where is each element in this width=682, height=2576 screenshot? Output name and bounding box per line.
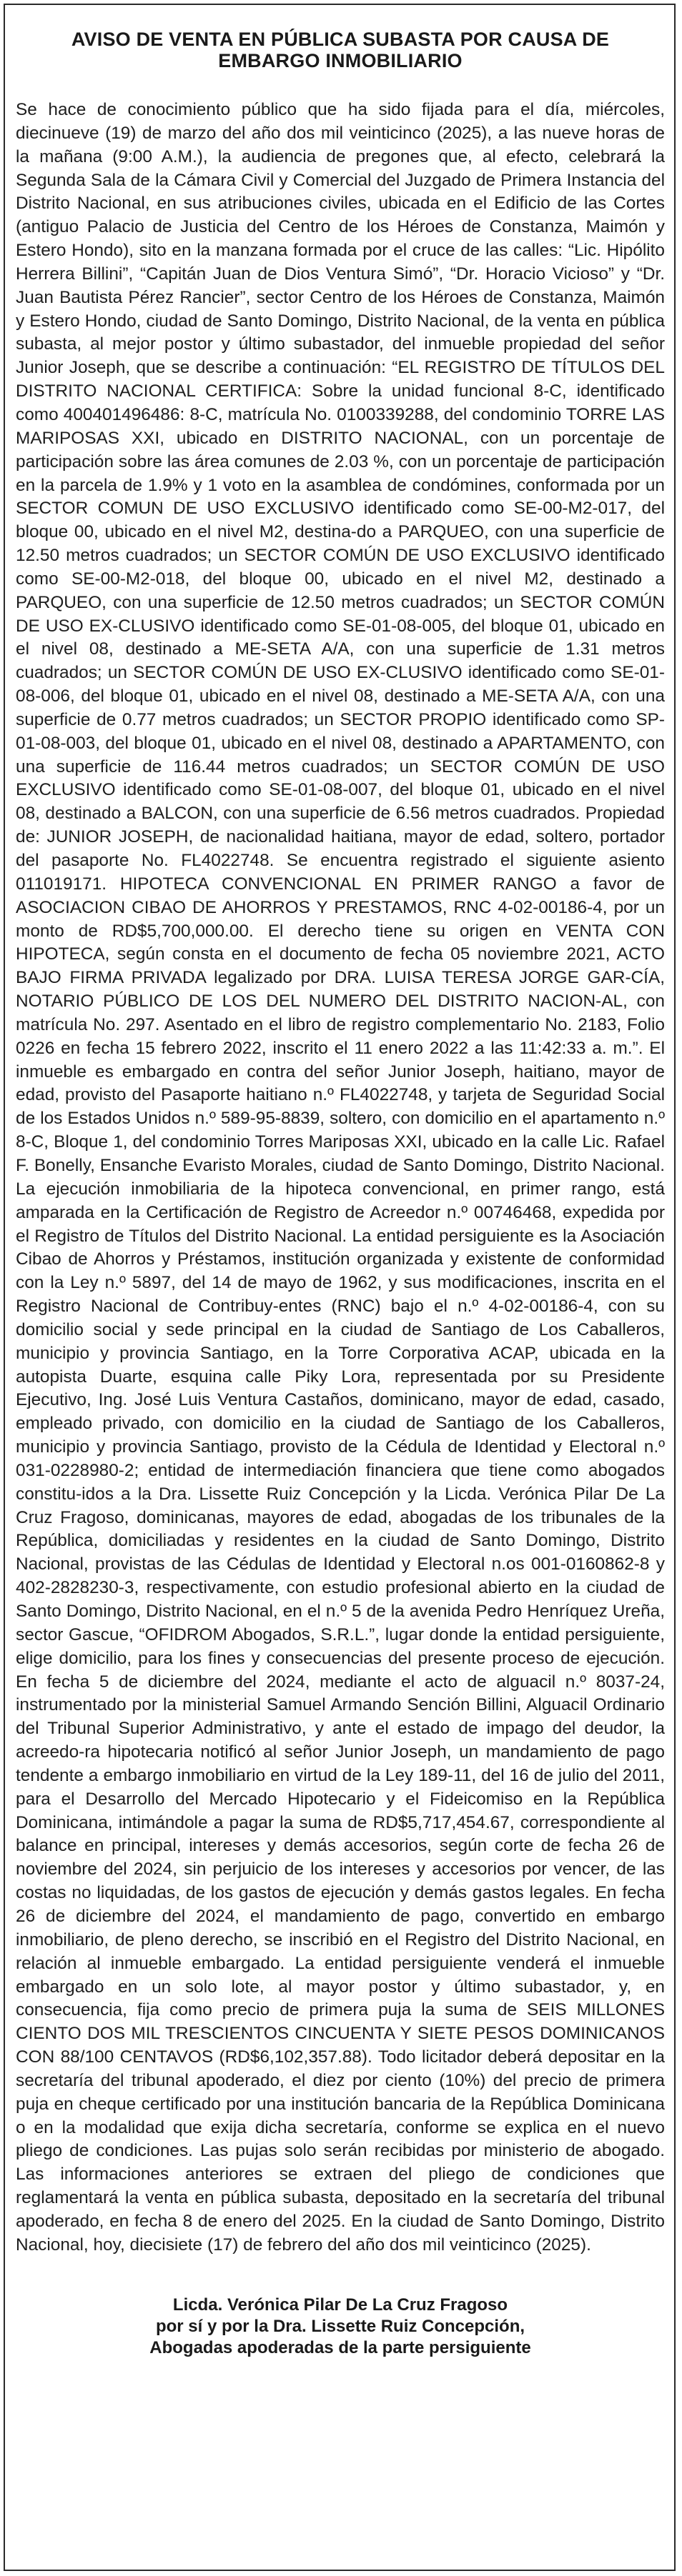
notice-body-text: Se hace de conocimiento público que ha sido fijada para el día, miércoles, diecinueve (19) de marzo del año dos mil veinticinco (2025), a las nueve horas de la mañana (9:00 A.M.), la audiencia de pregones que, al efecto, celebrará la Segunda Sala de la Cámara Civil y Comercial del Juzgado de Primera Instancia del Distrito Nacional, en sus atribuciones civiles, ubicada en el Edificio de las Cortes (antiguo Palacio de Justicia del Centro de los Héroes de Constanza, Maimón y Estero Hondo), sito en la manzana formada por el cruce de las calles: “Lic. Hipólito Herrera Billini”, “Capitán Juan de Dios Ventura Simó”, “Dr. Horacio Vicioso” y “Dr. Juan Bautista Pérez Rancier”, sector Centro de los Héroes de Constanza, Maimón y Estero Hondo, ciudad de Santo Domingo, Distrito Nacional, de la venta en pública subasta, al mejor postor y último subastador, del inmueble propiedad del señor Junior Joseph, que se describe a continuación: “EL REGISTRO DE TÍTULOS DEL DISTRITO NACIONAL CERTIFICA: Sobre la unidad funcional 8-C, identificado como 400401496486: 8-C, matrícula No. 0100339288, del condominio TORRE LAS MARIPOSAS XXI, ubicado en DISTRITO NACIONAL, con un porcentaje de participación sobre las área comunes de 2.03 %, con un porcentaje de participación en la parcela de 1.9% y 1 voto en la asamblea de condómines, conformada por un SECTOR COMUN DE USO EXCLUSIVO identificado como SE-00-M2-017, del bloque 00, ubicado en el nivel M2, destina-do a PARQUEO, con una superficie de 12.50 metros cuadrados; un SECTOR COMÚN DE USO EXCLUSIVO identificado como SE-00-M2-018, del bloque 00, ubicado en el nivel M2, destinado a PARQUEO, con una superficie de 12.50 metros cuadrados; un SECTOR COMÚN DE USO EX-CLUSIVO identificado como SE-01-08-005, del bloque 01, ubicado en el nivel 08, destinado a ME-SETA A/A, con una superficie de 1.31 metros cuadrados; un SECTOR COMÚN DE USO EX-CLUSIVO identificado como SE-01-08-006, del bloque 01, ubicado en el nivel 08, destinado a ME-SETA A/A, con una superficie de 0.77 metros cuadrados; un SECTOR PROPIO identificado como SP-01-08-003, del bloque 01, ubicado en el nivel 08, destinado a APARTAMENTO, con una superficie de 116.44 metros cuadrados; un SECTOR COMÚN DE USO EXCLUSIVO identificado como SE-01-08-007, del bloque 01, ubicado en el nivel 08, destinado a BALCON, con una superficie de 6.56 metros cuadrados. Propiedad de: JUNIOR JOSEPH, de nacionalidad haitiana, mayor de edad, soltero, portador del pasaporte No. FL4022748. Se encuentra registrado el siguiente asiento 011019171. HIPOTECA CONVENCIONAL EN PRIMER RANGO a favor de ASOCIACION CIBAO DE AHORROS Y PRESTAMOS, RNC 4-02-00186-4, por un monto de RD$5,700,000.00. El derecho tiene su origen en VENTA CON HIPOTECA, según consta en el documento de fecha 05 noviembre 2021, ACTO BAJO FIRMA PRIVADA legalizado por DRA. LUISA TERESA JORGE GAR-CÍA, NOTARIO PÚBLICO DE LOS DEL NUMERO DEL DISTRITO NACION-AL, con matrícula No. 297. Asentado en el libro de registro complementario No. 2183, Folio 0226 en fecha 15 febrero 2022, inscrito el 11 enero 2022 a las 11:42:33 a. m.”. El inmueble es embargado en contra del señor Junior Joseph, haitiano, mayor de edad, provisto del Pasaporte haitiano n.º FL4022748, y tarjeta de Seguridad Social de los Estados Unidos n.º 589-95-8839, soltero, con domicilio en el apartamento n.º 8-C, Bloque 1, del condominio Torres Mariposas XXI, ubicado en la calle Lic. Rafael F. Bonelly, Ensanche Evaristo Morales, ciudad de Santo Domingo, Distrito Nacional. La ejecución inmobiliaria de la hipoteca convencional, en primer rango, está amparada en la Certificación de Registro de Acreedor n.º 00746468, expedida por el Registro de Títulos del Distrito Nacional. La entidad persiguiente es la Asociación Cibao de Ahorros y Préstamos, institución organizada y existente de conformidad con la Ley n.º 5897, del 14 de mayo de 1962, y sus modificaciones, inscrita en el Registro Nacional de Contribuy-entes (RNC) bajo el n.º 4-02-00186-4, con su domicilio social y sede principal en la ciudad de Santiago de Los Caballeros, municipio y provincia Santiago, en la Torre Corporativa ACAP, ubicada en la autopista Duarte, esquina calle Piky Lora, representada por su Presidente Ejecutivo, Ing. José Luis Ventura Castaños, dominicano, mayor de edad, casado, empleado privado, con domicilio en la ciudad de Santiago de los Caballeros, municipio y provincia Santiago, provisto de la Cédula de Identidad y Electoral n.º 031-0228980-2; entidad de intermediación financiera que tiene como abogados constitu-idos a la Dra. Lissette Ruiz Concepción y la Licda. Verónica Pilar De La Cruz Fragoso, dominicanas, mayores de edad, abogadas de los tribunales de la República, domiciliadas y residentes en la ciudad de Santo Domingo, Distrito Nacional, provistas de las Cédulas de Identidad y Electoral n.os 001-0160862-8 y 402-2828230-3, respectivamente, con estudio profesional abierto en la ciudad de Santo Domingo, Distrito Nacional, en el n.º 5 de la avenida Pedro Henríquez Ureña, sector Gascue, “OFIDROM Abogados, S.R.L.”, lugar donde la entidad persiguiente, elige domicilio, para los fines y consecuencias del presente proceso de ejecución. En fecha 5 de diciembre del 2024, mediante el acto de alguacil n.º 8037-24, instrumentado por la ministerial Samuel Armando Sención Billini, Alguacil Ordinario del Tribunal Superior Administrativo, y ante el estado de impago del deudor, la acreedo-ra hipotecaria notificó al señor Junior Joseph, un mandamiento de pago tendente a embargo inmobiliario en virtud de la Ley 189-11, del 16 de julio del 2011, para el Desarrollo del Mercado Hipotecario y el Fideicomiso en la República Dominicana, intimándole a pagar la suma de RD$5,717,454.67, correspondiente al balance en principal, intereses y demás accesorios, según corte de fecha 26 de noviembre del 2024, sin perjuicio de los intereses y accesorios por vencer, de las costas no liquidadas, de los gastos de ejecución y demás gastos legales. En fecha 26 de diciembre del 2024, el mandamiento de pago, convertido en embargo inmobiliario, de pleno derecho, se inscribió en el Registro del Distrito Nacional, en relación al inmueble embargado. La entidad persiguiente venderá el inmueble embargado en un solo lote, al mayor postor y último subastador, y, en consecuencia, fija como precio de primera puja la suma de SEIS MILLONES CIENTO DOS MIL TRESCIENTOS CINCUENTA Y SIETE PESOS DOMINICANOS CON 88/100 CENTAVOS (RD$6,102,357.88). Todo licitador deberá depositar en la secretaría del tribunal apoderado, el diez por ciento (10%) del precio de primera puja en cheque certificado por una institución bancaria de la República Dominicana o en la modalidad que exija dicha secretaría, conforme se explica en el nuevo pliego de condiciones. Las pujas solo serán recibidas por ministerio de abogado. Las informaciones anteriores se extraen del pliego de condiciones que reglamentará la venta en pública subasta, depositado en la secretaría del tribunal apoderado, en fecha 8 de enero del 2025. En la ciudad de Santo Domingo, Distrito Nacional, hoy, diecisiete (17) de febrero del año dos mil veinticinco (2025). [16,100,665,2255]
notice-title-line-1: AVISO DE VENTA EN PÚBLICA SUBASTA POR CAUSA DE [71,29,610,50]
signature-block [16,2295,665,2359]
signature-role: Abogadas apoderadas de la parte persiguiente [149,2337,531,2357]
signature-name: Licda. Verónica Pilar De La Cruz Fragoso [172,2295,508,2315]
notice-title [16,29,665,71]
notice-title-line-2: EMBARGO INMOBILIARIO [218,50,463,71]
signature-representation: por sí y por la Dra. Lissette Ruiz Concepción, [155,2316,525,2336]
legal-notice [16,29,665,2359]
